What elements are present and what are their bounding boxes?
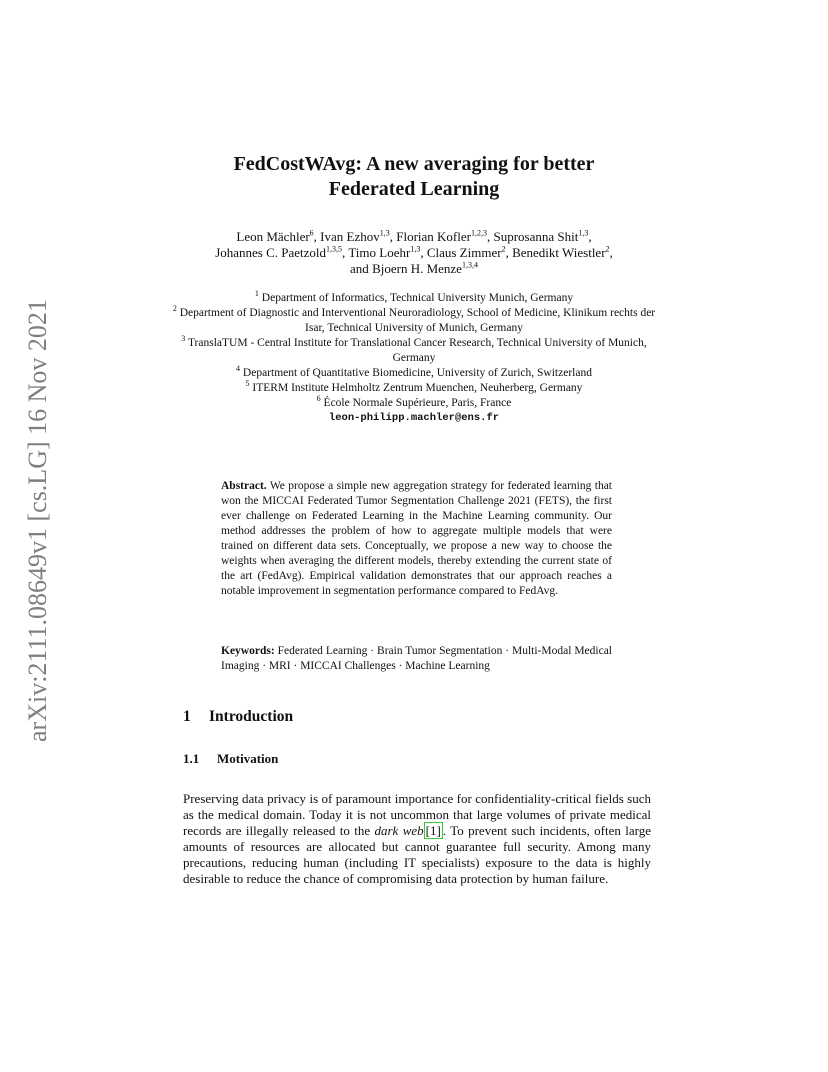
affiliation-item [170, 381, 658, 396]
affiliation-text: Department of Diagnostic and Interventional Neuroradiology, School of Medicine, Klinikum rechts der Isar, Technical University of Munich, Germany [179, 307, 656, 334]
affiliation-number: 2 [172, 304, 177, 314]
author-affiliation: 6 [309, 228, 314, 238]
author-affiliation: 2 [501, 244, 506, 254]
section-number: 1 [183, 708, 191, 725]
paragraph-text-1: Preserving data privacy is of paramount importance for confidentiality-critical fields such as the medical domain. Today it is not uncommon that large volumes of private medical records are illegally released to the [183, 791, 651, 838]
affiliation-text: Department of Quantitative Biomedicine, University of Zurich, Switzerland [242, 367, 592, 379]
author-name: Bjoern H. Menze [372, 261, 462, 276]
abstract-text: We propose a simple new aggregation strategy for federated learning that won the MICCAI Federated Tumor Segmentation Challenge 2021 (FETS), the first ever challenge on Federated Learning in the Machine Learning community. Our method addresses the problem of how to aggregate multiple models that were trained on different data sets. Conceptually, we propose a new way to choose the weights when averaging the different models, thereby extending the current state of the art (FedAvg). Empirical validation demonstrates that our approach reaches a notable improvement in segmentation performance compared to FedAvg. [221, 480, 613, 597]
section-title: Introduction [209, 708, 294, 725]
affiliation-number: 6 [316, 394, 321, 404]
affiliation-number: 5 [245, 379, 250, 389]
citation-link[interactable]: [1] [425, 823, 441, 838]
author-name: Ivan Ezhov [320, 229, 380, 244]
body-paragraph [183, 791, 651, 887]
contact-email[interactable]: leon-philipp.machler@ens.fr [328, 412, 500, 424]
author-name: Leon Mächler [236, 229, 310, 244]
author-name: Benedikt Wiestler [512, 245, 606, 260]
title-line-2: Federated Learning [328, 178, 500, 200]
affiliation-text: Department of Informatics, Technical University Munich, Germany [261, 292, 574, 304]
affiliation-item [170, 306, 658, 336]
subsection-number: 1.1 [183, 751, 200, 766]
paragraph-text-2: . To prevent such incidents, often large amounts of resources are allocated but cannot guarantee full security. Among many precautions, reducing human (including IT specialists) exposure to the data is highly desirable to reduce the chance of compromising data protection by human failure. [183, 823, 651, 886]
author-affiliation: 2 [605, 244, 610, 254]
affiliation-text: TranslaTUM - Central Institute for Translational Cancer Research, Technical University of Munich, Germany [187, 337, 647, 364]
affiliation-item [170, 396, 658, 411]
author-affiliation: 1,2,3 [470, 228, 487, 238]
subsection-heading [183, 751, 278, 767]
subsection-title: Motivation [217, 751, 279, 766]
author-affiliation: 1,3,4 [461, 260, 478, 270]
section-heading [183, 708, 293, 726]
abstract-label: Abstract. [221, 480, 267, 492]
affiliation-number: 1 [254, 289, 259, 299]
title-line-1: FedCostWAvg: A new averaging for better [233, 153, 595, 175]
author-line-1: Leon Mächler$^6$, Ivan Ezhov$^{1,3}$, Florian Kofler$^{1,2,3}$, Suprosanna Shit$^{1,3}$, [236, 228, 592, 244]
affiliation-item [170, 366, 658, 381]
arxiv-stamp: arXiv:2111.08649v1 [cs.LG] 16 Nov 2021 [23, 299, 52, 743]
affiliation-number: 3 [181, 334, 186, 344]
keywords [221, 644, 612, 674]
author-affiliation: 1,3 [410, 244, 421, 254]
affiliation-item [170, 291, 658, 306]
author-affiliation: 1,3 [379, 228, 390, 238]
affiliation-number: 4 [236, 364, 241, 374]
affiliation-text: ITERM Institute Helmholtz Zentrum Muenchen, Neuherberg, Germany [252, 382, 583, 394]
affiliation-text: École Normale Supérieure, Paris, France [323, 397, 512, 409]
author-name: Claus Zimmer [426, 245, 502, 260]
keywords-label: Keywords: [221, 645, 275, 657]
paragraph-emphasis: dark web [374, 823, 424, 838]
author-list [170, 229, 658, 277]
author-name: Suprosanna Shit [493, 229, 579, 244]
paper-title [150, 152, 678, 202]
abstract [221, 479, 612, 599]
keywords-text: Federated Learning · Brain Tumor Segmentation · Multi-Modal Medical Imaging · MRI · MICCAI Challenges · Machine Learning [221, 645, 612, 672]
author-affiliation: 1,3,5 [326, 244, 343, 254]
affiliation-list [170, 291, 658, 426]
affiliation-item [170, 336, 658, 366]
author-line-3: and Bjoern H. Menze$^{1,3,4}$ [350, 260, 478, 276]
author-name: Johannes C. Paetzold [215, 245, 327, 260]
author-name: Timo Loehr [348, 245, 411, 260]
author-affiliation: 1,3 [578, 228, 589, 238]
author-line-2: Johannes C. Paetzold$^{1,3,5}$, Timo Loehr$^{1,3}$, Claus Zimmer$^2$, Benedikt Wiestler$^2$, [215, 244, 613, 260]
author-name: Florian Kofler [396, 229, 471, 244]
